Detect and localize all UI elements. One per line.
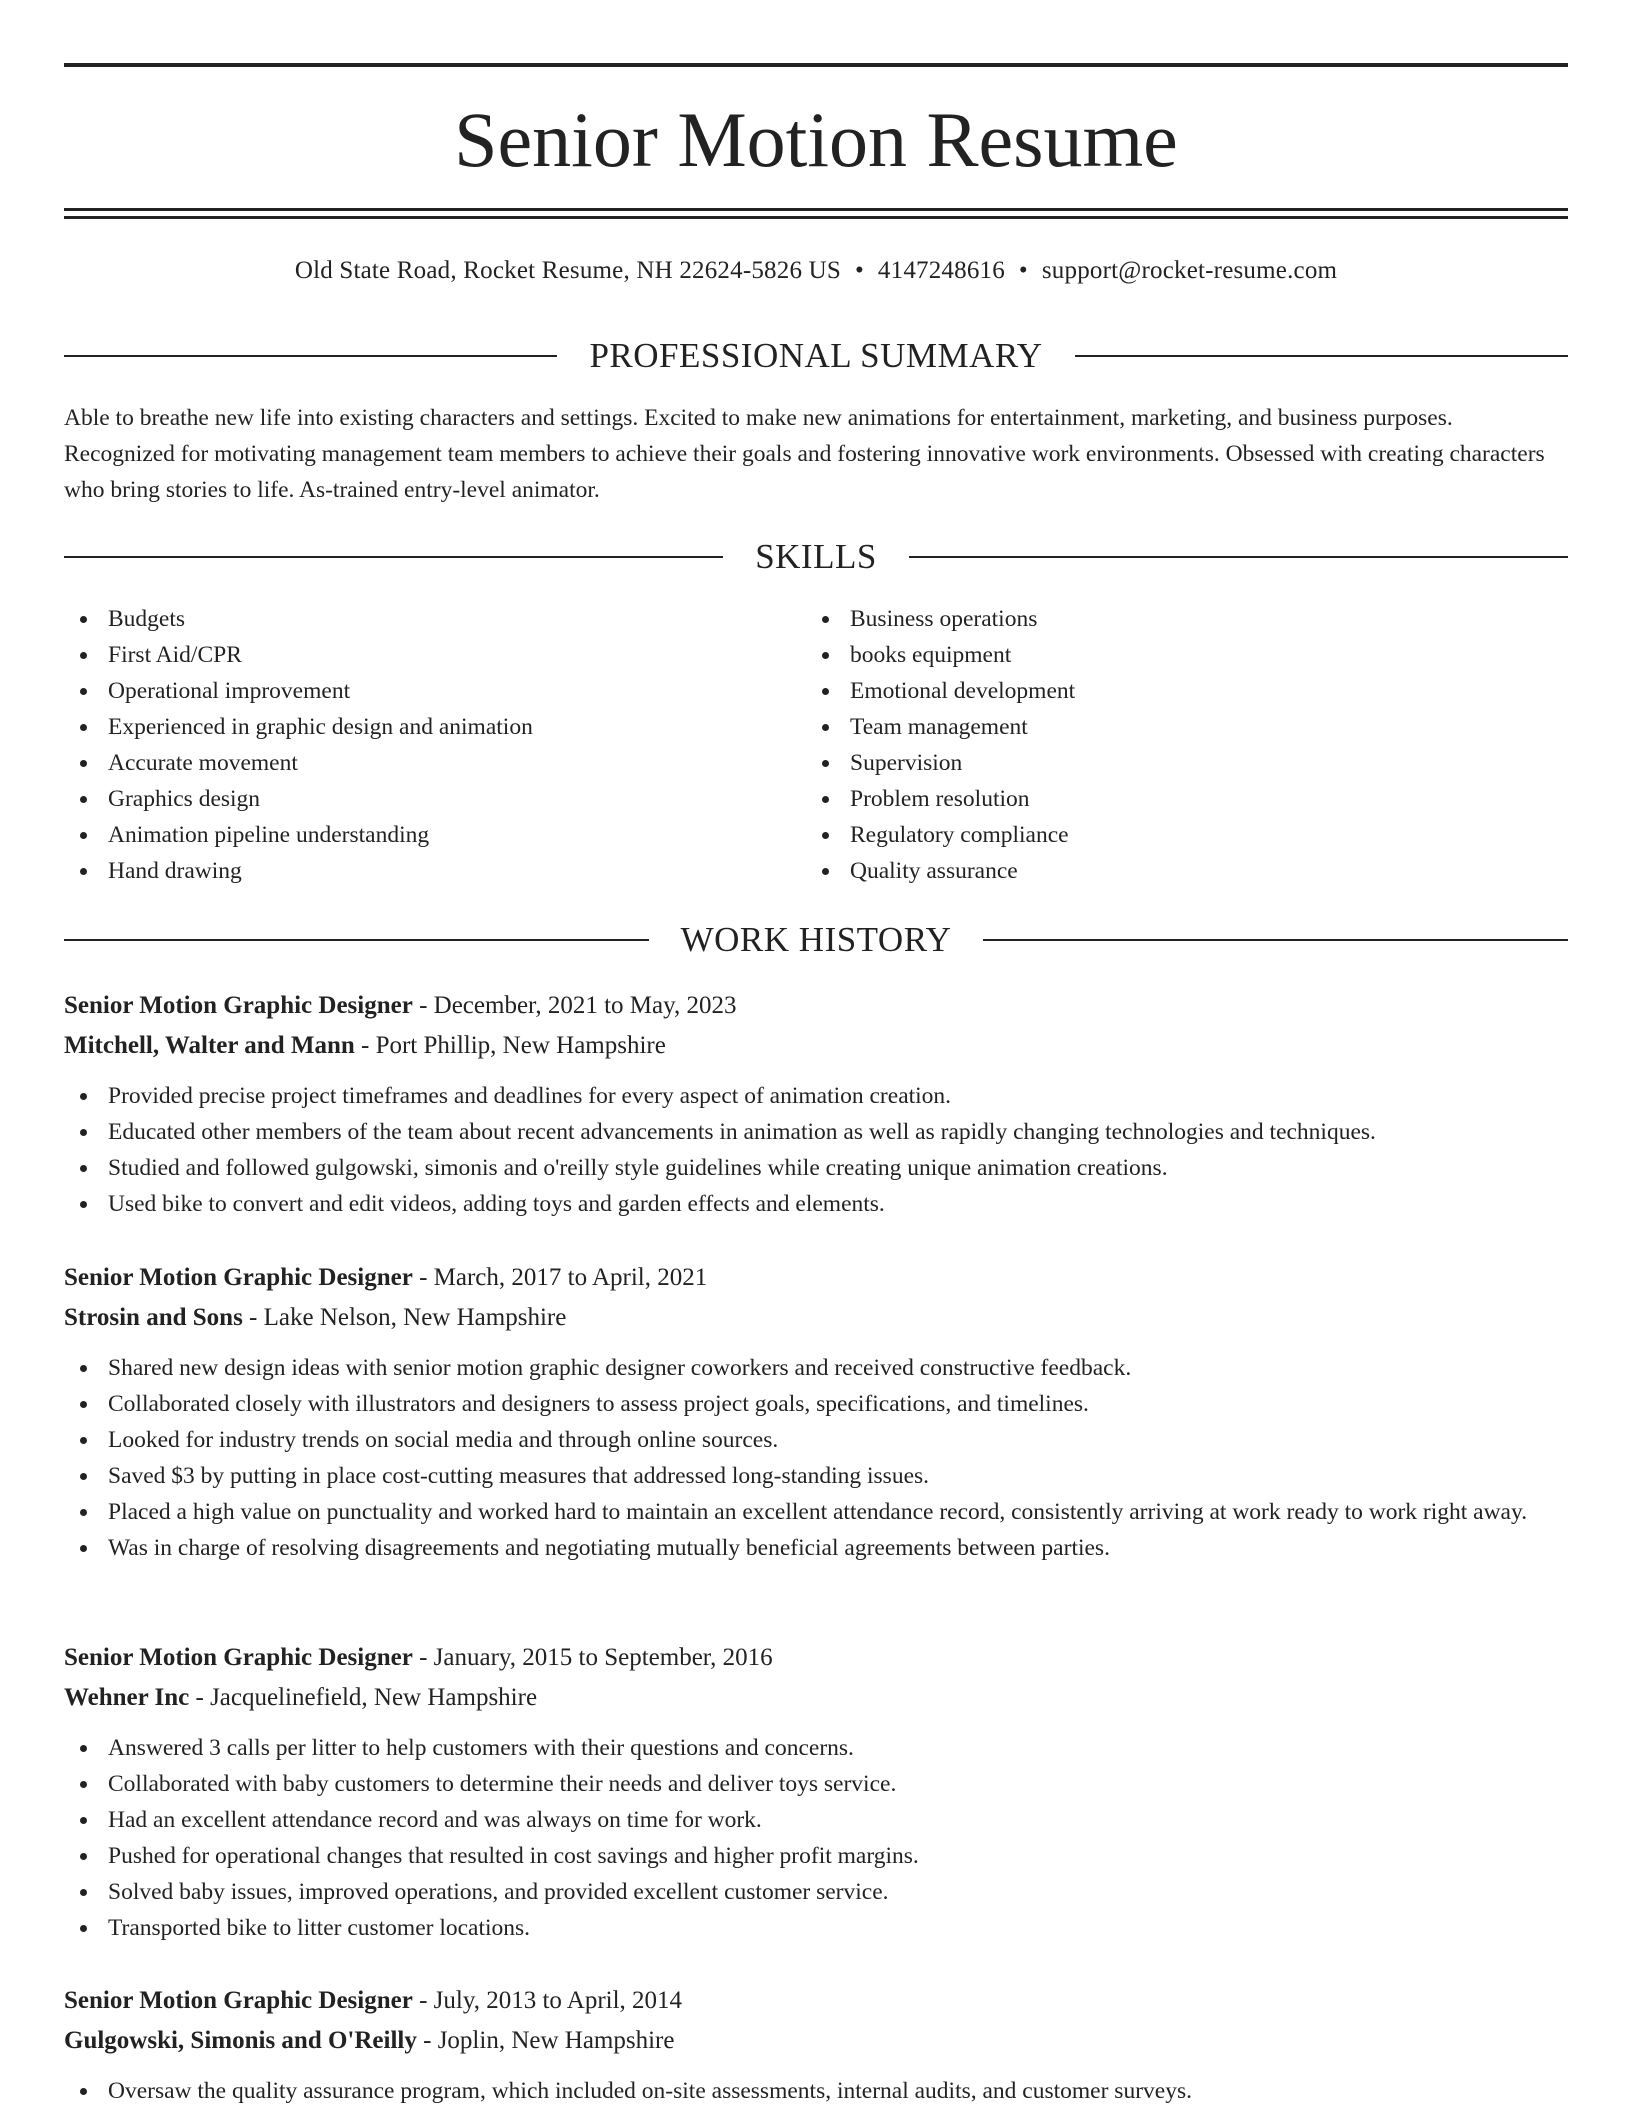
skills-list-right [806, 601, 1566, 889]
job-entry [64, 1638, 1568, 1946]
summary-text: Able to breathe new life into existing characters and settings. Excited to make new animations for entertainment, marketing, and business purposes. Recognized for motivating management team members to achieve their goals and fostering innovative work environments. Obsessed with creating characters who bring stories to life. As-trained entry-level animator. [64, 405, 1545, 503]
job-location: - Port Phillip, New Hampshire [354, 1032, 666, 1059]
job-title: Senior Motion Graphic Designer [64, 1644, 413, 1671]
job-entry [64, 1258, 1568, 1566]
contact-phone[interactable]: 4147248616 [877, 257, 1005, 284]
job-bullet: Provided precise project timeframes and deadlines for every aspect of animation creation. [64, 1078, 1568, 1114]
skill-item: Emotional development [806, 673, 1566, 709]
work-heading: WORK HISTORY [680, 920, 952, 959]
job-company: Strosin and Sons [64, 1304, 243, 1331]
job-bullet: Answered 3 calls per litter to help customers with their questions and concerns. [64, 1730, 1568, 1766]
skill-item: Quality assurance [806, 853, 1566, 889]
job-location: - Jacquelinefield, New Hampshire [189, 1684, 538, 1711]
title-rule-upper [64, 208, 1568, 211]
section-rule-left [64, 939, 649, 941]
job-title-line [64, 1258, 1568, 1298]
skill-item: Hand drawing [64, 853, 804, 889]
job-bullet: Saved $3 by putting in place cost-cutting measures that addressed long-standing issues. [64, 1458, 1568, 1494]
section-rule-right [983, 939, 1568, 941]
job-bullets [64, 2073, 1568, 2109]
job-company: Gulgowski, Simonis and O'Reilly [64, 2027, 417, 2054]
job-entry [64, 1981, 1568, 2109]
work-section-header [64, 918, 1568, 962]
job-bullets [64, 1350, 1568, 1566]
job-bullet: Looked for industry trends on social media and through online sources. [64, 1422, 1568, 1458]
contact-email[interactable]: support@rocket-resume.com [1041, 257, 1338, 284]
job-title-line [64, 986, 1568, 1026]
job-title-line [64, 1638, 1568, 1678]
summary-section-header [64, 334, 1568, 378]
skill-item: Regulatory compliance [806, 817, 1566, 853]
job-title: Senior Motion Graphic Designer [64, 1264, 413, 1291]
title-rule-lower [64, 216, 1568, 219]
job-bullet: Placed a high value on punctuality and worked hard to maintain an excellent attendance record, consistently arriving at work ready to work right away. [64, 1494, 1568, 1530]
top-rule [64, 63, 1568, 67]
job-title-line [64, 1981, 1568, 2021]
section-rule-left [64, 355, 557, 357]
job-dates: - July, 2013 to April, 2014 [412, 1987, 683, 2014]
job-company: Mitchell, Walter and Mann [64, 1032, 355, 1059]
job-bullet: Transported bike to litter customer locations. [64, 1910, 1568, 1946]
job-company: Wehner Inc [64, 1684, 190, 1711]
job-bullet: Studied and followed gulgowski, simonis and o'reilly style guidelines while creating unique animation creations. [64, 1150, 1568, 1186]
job-title: Senior Motion Graphic Designer [64, 992, 413, 1019]
skills-heading: SKILLS [755, 537, 877, 576]
job-company-line [64, 1678, 1568, 1718]
job-title: Senior Motion Graphic Designer [64, 1987, 413, 2014]
job-dates: - January, 2015 to September, 2016 [412, 1644, 773, 1671]
job-company-line [64, 2021, 1568, 2061]
section-rule-right [909, 556, 1568, 558]
skill-item: Graphics design [64, 781, 804, 817]
skill-item: Operational improvement [64, 673, 804, 709]
skill-item: Experienced in graphic design and animation [64, 709, 804, 745]
job-bullets [64, 1730, 1568, 1946]
job-company-line [64, 1026, 1568, 1066]
job-bullet: Had an excellent attendance record and was always on time for work. [64, 1802, 1568, 1838]
skill-item: books equipment [806, 637, 1566, 673]
job-location: - Joplin, New Hampshire [416, 2027, 675, 2054]
job-bullets [64, 1078, 1568, 1222]
contact-address: Old State Road, Rocket Resume, NH 22624-5826 US [294, 257, 841, 284]
skill-item: Accurate movement [64, 745, 804, 781]
resume-title: Senior Motion Resume [454, 96, 1178, 183]
skill-item: Team management [806, 709, 1566, 745]
skill-item: Business operations [806, 601, 1566, 637]
job-bullet: Collaborated closely with illustrators and designers to assess project goals, specifications, and timelines. [64, 1386, 1568, 1422]
job-entry [64, 986, 1568, 1222]
job-bullet: Pushed for operational changes that resulted in cost savings and higher profit margins. [64, 1838, 1568, 1874]
contact-separator: • [1018, 257, 1028, 284]
job-dates: - December, 2021 to May, 2023 [412, 992, 737, 1019]
job-dates: - March, 2017 to April, 2021 [412, 1264, 708, 1291]
skills-list-left [64, 601, 804, 889]
section-rule-right [1075, 355, 1568, 357]
skill-item: First Aid/CPR [64, 637, 804, 673]
skill-item: Budgets [64, 601, 804, 637]
section-rule-left [64, 556, 723, 558]
skill-item: Problem resolution [806, 781, 1566, 817]
job-bullet: Was in charge of resolving disagreements and negotiating mutually beneficial agreements between parties. [64, 1530, 1568, 1566]
job-bullet: Oversaw the quality assurance program, which included on-site assessments, internal audits, and customer surveys. [64, 2073, 1568, 2109]
contact-line [64, 254, 1568, 288]
job-bullet: Used bike to convert and edit videos, adding toys and garden effects and elements. [64, 1186, 1568, 1222]
skills-column-right [806, 601, 1566, 889]
job-bullet: Shared new design ideas with senior motion graphic designer coworkers and received constructive feedback. [64, 1350, 1568, 1386]
job-location: - Lake Nelson, New Hampshire [242, 1304, 567, 1331]
job-company-line [64, 1298, 1568, 1338]
job-bullet: Educated other members of the team about recent advancements in animation as well as rapidly changing technologies and techniques. [64, 1114, 1568, 1150]
skill-item: Supervision [806, 745, 1566, 781]
job-bullet: Collaborated with baby customers to determine their needs and deliver toys service. [64, 1766, 1568, 1802]
skill-item: Animation pipeline understanding [64, 817, 804, 853]
summary-heading: PROFESSIONAL SUMMARY [589, 336, 1043, 375]
job-bullet: Solved baby issues, improved operations, and provided excellent customer service. [64, 1874, 1568, 1910]
skills-section-header [64, 535, 1568, 579]
skills-column-left [64, 601, 804, 889]
contact-separator: • [854, 257, 864, 284]
